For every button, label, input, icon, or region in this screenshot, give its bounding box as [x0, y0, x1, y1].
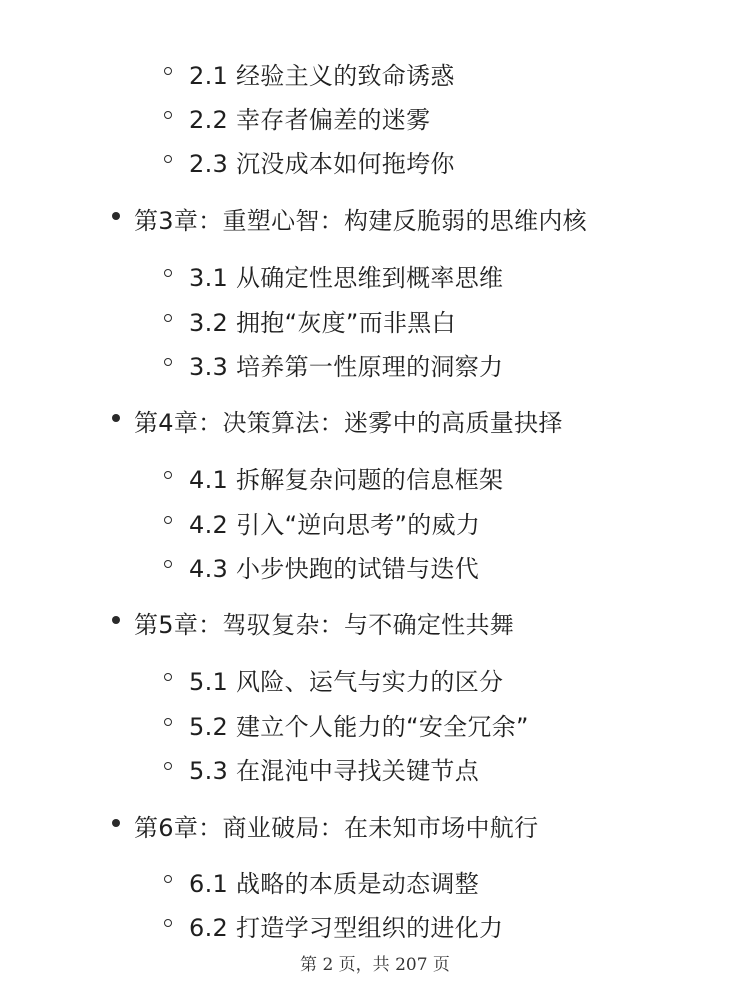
hollow-bullet-icon: [164, 919, 172, 927]
toc-item-label: 2.3 沉没成本如何拖垮你: [189, 150, 455, 178]
toc-item-label: 3.3 培养第一性原理的洞察力: [189, 353, 504, 381]
hollow-bullet-icon: [164, 314, 172, 322]
hollow-bullet-icon: [164, 516, 172, 524]
toc-chapter-label: 第6章：商业破局：在未知市场中航行: [134, 814, 539, 842]
filled-bullet-icon: [112, 212, 120, 220]
hollow-bullet-icon: [164, 718, 172, 726]
hollow-bullet-icon: [164, 875, 172, 883]
toc-item-label: 5.2 建立个人能力的“安全冗余”: [189, 713, 529, 741]
toc-item-label: 3.2 拥抱“灰度”而非黑白: [189, 309, 456, 337]
toc-item-label: 4.1 拆解复杂问题的信息框架: [189, 466, 504, 494]
hollow-bullet-icon: [164, 155, 172, 163]
toc-item-label: 2.2 幸存者偏差的迷雾: [189, 106, 431, 134]
hollow-bullet-icon: [164, 111, 172, 119]
toc-item-label: 4.3 小步快跑的试错与迭代: [189, 555, 479, 583]
filled-bullet-icon: [112, 819, 120, 827]
hollow-bullet-icon: [164, 762, 172, 770]
hollow-bullet-icon: [164, 358, 172, 366]
hollow-bullet-icon: [164, 269, 172, 277]
hollow-bullet-icon: [164, 471, 172, 479]
toc-item-label: 3.1 从确定性思维到概率思维: [189, 264, 504, 292]
toc-item-label: 5.1 风险、运气与实力的区分: [189, 668, 504, 696]
filled-bullet-icon: [112, 414, 120, 422]
hollow-bullet-icon: [164, 67, 172, 75]
toc-item-label: 4.2 引入“逆向思考”的威力: [189, 511, 481, 539]
filled-bullet-icon: [112, 616, 120, 624]
toc-item-label: 2.1 经验主义的致命诱惑: [189, 62, 455, 90]
page-number: 第 2 页，共 207 页: [300, 955, 450, 975]
toc-chapter-label: 第5章：驾驭复杂：与不确定性共舞: [134, 611, 515, 639]
hollow-bullet-icon: [164, 673, 172, 681]
toc-chapter-label: 第4章：决策算法：迷雾中的高质量抉择: [134, 409, 563, 437]
hollow-bullet-icon: [164, 560, 172, 568]
toc-item-label: 5.3 在混沌中寻找关键节点: [189, 757, 479, 785]
toc-item-label: 6.1 战略的本质是动态调整: [189, 870, 479, 898]
toc-item-label: 6.2 打造学习型组织的进化力: [189, 914, 504, 942]
toc-chapter-label: 第3章：重塑心智：构建反脆弱的思维内核: [134, 207, 587, 235]
